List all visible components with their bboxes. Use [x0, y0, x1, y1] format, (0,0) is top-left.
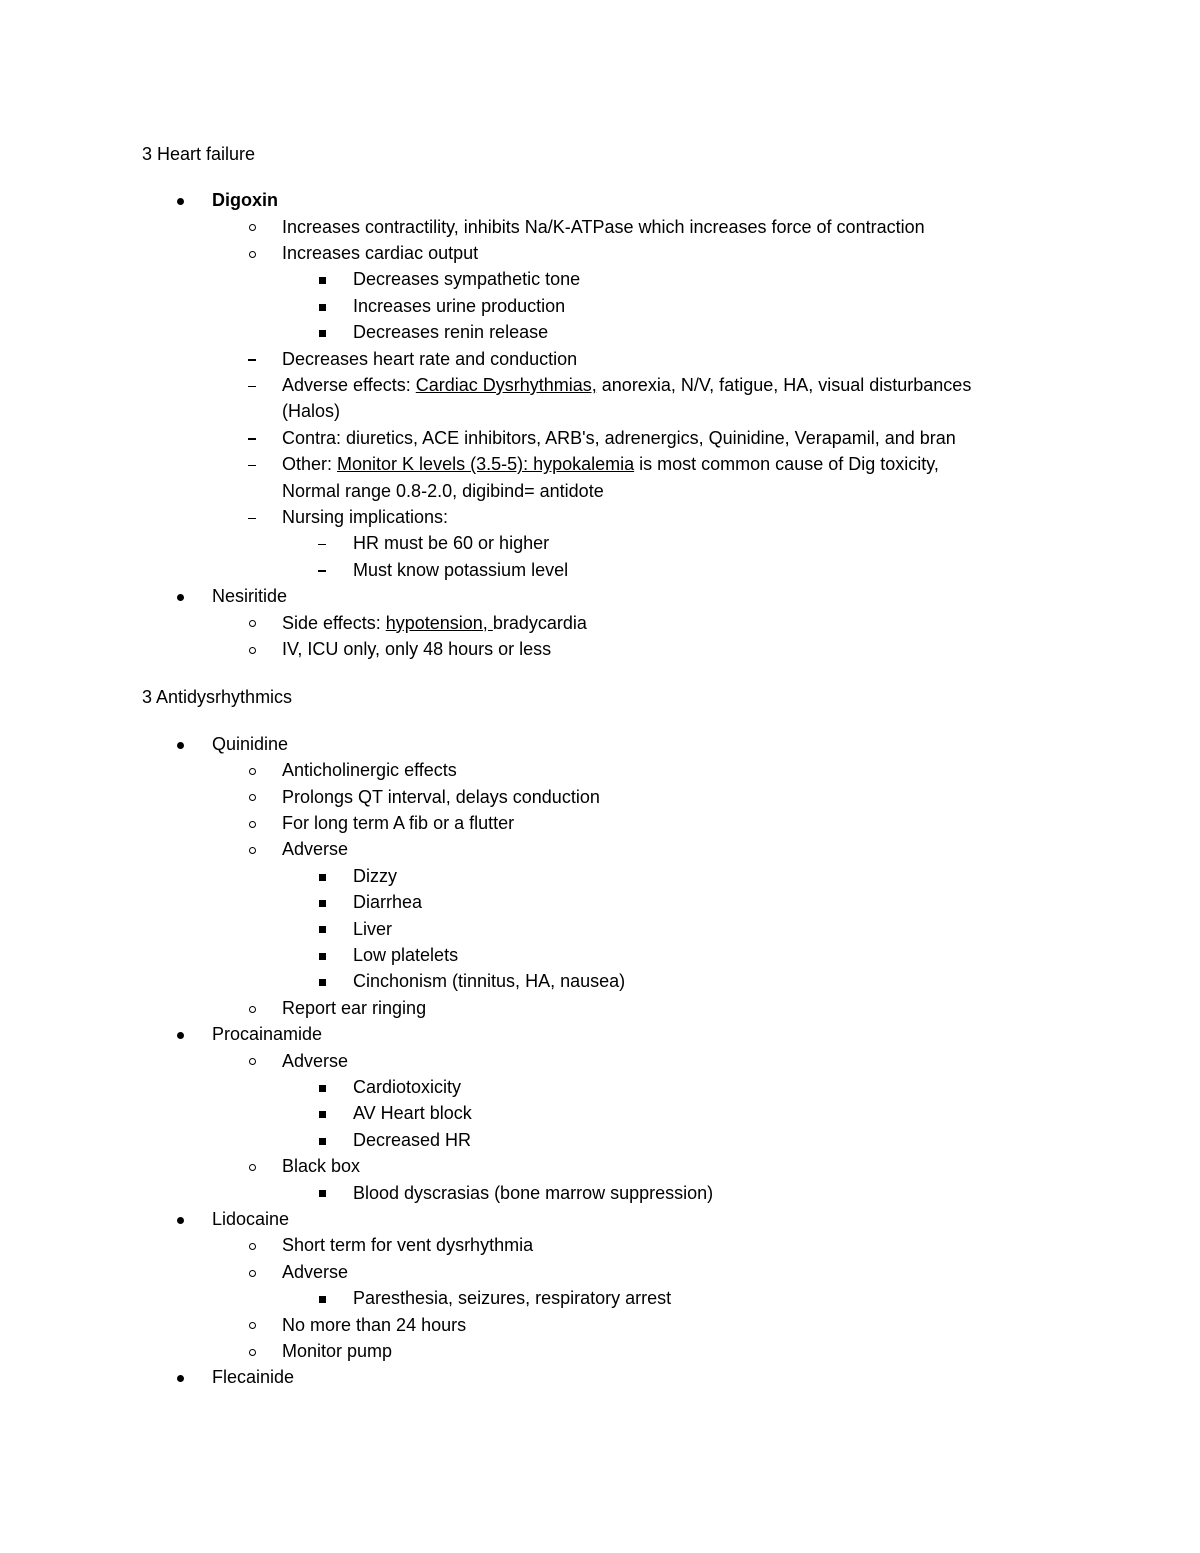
list-item: Dizzy: [353, 863, 397, 889]
list-item: Increases urine production: [353, 293, 565, 319]
list-item-procainamide: Procainamide: [212, 1021, 322, 1047]
list-item: Report ear ringing: [282, 995, 426, 1021]
bullet-circle-icon: [240, 610, 264, 636]
bullet-circle-icon: [240, 995, 264, 1021]
list-item: Paresthesia, seizures, respiratory arrest: [353, 1285, 671, 1311]
list-item: Adverse: [282, 836, 348, 862]
bullet-circle-icon: [240, 636, 264, 662]
bullet-circle-icon: [240, 1232, 264, 1258]
list-item: IV, ICU only, only 48 hours or less: [282, 636, 551, 662]
list-item: Decreased HR: [353, 1127, 471, 1153]
list-item: Monitor pump: [282, 1338, 392, 1364]
list-item-side-effects: Side effects: hypotension, bradycardia: [282, 610, 587, 636]
bullet-dash-icon: [240, 346, 264, 372]
bullet-square-icon: [310, 968, 334, 994]
bullet-circle-icon: [240, 1153, 264, 1179]
bullet-dash-icon: [310, 530, 334, 556]
bullet-square-icon: [310, 1127, 334, 1153]
list-item: Decreases renin release: [353, 319, 548, 345]
bullet-circle-icon: [240, 1048, 264, 1074]
bullet-dash-icon: [240, 451, 264, 477]
bullet-circle-icon: [240, 810, 264, 836]
bullet-circle-icon: [240, 1259, 264, 1285]
bullet-square-icon: [310, 942, 334, 968]
list-item: Liver: [353, 916, 392, 942]
list-item: Prolongs QT interval, delays conduction: [282, 784, 600, 810]
list-item: HR must be 60 or higher: [353, 530, 549, 556]
bullet-dash-icon: [240, 372, 264, 398]
bullet-circle-icon: [240, 1338, 264, 1364]
list-item-continuation: (Halos): [282, 401, 341, 422]
bullet-square-icon: [310, 1074, 334, 1100]
list-item-other: Other: Monitor K levels (3.5-5): hypokalemia is most common cause of Dig toxicity,: [282, 451, 939, 477]
list-item: Adverse: [282, 1048, 348, 1074]
bullet-dot-icon: [168, 1206, 192, 1232]
list-item: Short term for vent dysrhythmia: [282, 1232, 533, 1258]
list-item: No more than 24 hours: [282, 1312, 466, 1338]
list-item-quinidine: Quinidine: [212, 731, 288, 757]
section-heading-heart-failure: 3 Heart failure: [142, 144, 256, 164]
list-item: Decreases heart rate and conduction: [282, 346, 577, 372]
list-item: Adverse: [282, 1259, 348, 1285]
list-item: Contra: diuretics, ACE inhibitors, ARB's, adrenergics, Quinidine, Verapamil, and bran: [282, 425, 956, 451]
list-item-lidocaine: Lidocaine: [212, 1206, 289, 1232]
list-item: Anticholinergic effects: [282, 757, 457, 783]
list-item-flecainide: Flecainide: [212, 1364, 294, 1390]
bullet-circle-icon: [240, 757, 264, 783]
list-item: Cardiotoxicity: [353, 1074, 461, 1100]
list-item-adverse-effects: Adverse effects: Cardiac Dysrhythmias, anorexia, N/V, fatigue, HA, visual disturbances: [282, 372, 971, 398]
list-item-continuation: Normal range 0.8-2.0, digibind= antidote: [282, 480, 604, 501]
list-item: AV Heart block: [353, 1100, 472, 1126]
bullet-dot-icon: [168, 187, 192, 213]
bullet-dot-icon: [168, 1364, 192, 1390]
bullet-circle-icon: [240, 1312, 264, 1338]
bullet-dash-icon: [310, 557, 334, 583]
bullet-dash-icon: [240, 504, 264, 530]
list-item: Blood dyscrasias (bone marrow suppression): [353, 1180, 713, 1206]
bullet-circle-icon: [240, 240, 264, 266]
list-item: Increases cardiac output: [282, 240, 478, 266]
bullet-dot-icon: [168, 583, 192, 609]
list-item: Nursing implications:: [282, 504, 448, 530]
list-item-nesiritide: Nesiritide: [212, 583, 287, 609]
bullet-square-icon: [310, 863, 334, 889]
list-item: Decreases sympathetic tone: [353, 266, 580, 292]
bullet-square-icon: [310, 1180, 334, 1206]
bullet-square-icon: [310, 1100, 334, 1126]
list-item: For long term A fib or a flutter: [282, 810, 514, 836]
list-item: Increases contractility, inhibits Na/K-ATPase which increases force of contraction: [282, 214, 925, 240]
list-item: Low platelets: [353, 942, 458, 968]
bullet-circle-icon: [240, 836, 264, 862]
bullet-dot-icon: [168, 1021, 192, 1047]
list-item-digoxin: Digoxin: [212, 187, 278, 213]
bullet-square-icon: [310, 889, 334, 915]
list-item: Must know potassium level: [353, 557, 568, 583]
bullet-square-icon: [310, 1285, 334, 1311]
bullet-dot-icon: [168, 731, 192, 757]
bullet-circle-icon: [240, 784, 264, 810]
bullet-square-icon: [310, 916, 334, 942]
list-item: Cinchonism (tinnitus, HA, nausea): [353, 968, 625, 994]
section-heading-antidysrhythmics: 3 Antidysrhythmics: [142, 687, 293, 707]
bullet-square-icon: [310, 266, 334, 292]
bullet-dash-icon: [240, 425, 264, 451]
list-item: Diarrhea: [353, 889, 422, 915]
bullet-circle-icon: [240, 214, 264, 240]
list-item: Black box: [282, 1153, 360, 1179]
bullet-square-icon: [310, 293, 334, 319]
bullet-square-icon: [310, 319, 334, 345]
